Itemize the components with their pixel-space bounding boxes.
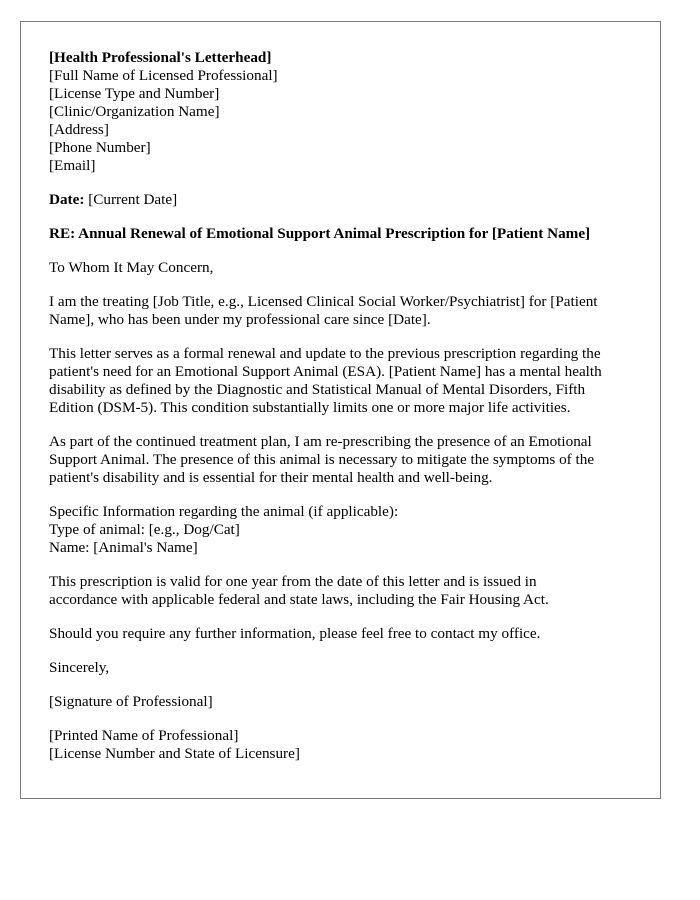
paragraph-line: Name], who has been under my professional care since [Date]. [49,311,431,328]
license-type: [License Type and Number] [49,85,220,102]
animal-information [49,503,632,557]
paragraph-validity [49,573,632,609]
license-state: [License Number and State of Licensure] [49,745,300,762]
subject-line: RE: Annual Renewal of Emotional Support Animal Prescription for [Patient Name] [49,225,591,242]
paragraph-line: Support Animal. The presence of this animal is necessary to mitigate the symptoms of the [49,451,595,468]
signoff-block [49,727,632,763]
paragraph-line: Should you require any further information, please feel free to contact my office. [49,625,541,642]
paragraph-line: This prescription is valid for one year from the date of this letter and is issued in [49,573,537,590]
phone-number: [Phone Number] [49,139,151,156]
paragraph-renewal [49,345,632,417]
paragraph-line: patient's disability and is essential for their mental health and well-being. [49,469,493,486]
paragraph-line: This letter serves as a formal renewal and update to the previous prescription regarding the [49,345,601,362]
paragraph-treatment-plan [49,433,632,487]
printed-name: [Printed Name of Professional] [49,727,239,744]
paragraph-contact [49,625,632,643]
paragraph-line: accordance with applicable federal and state laws, including the Fair Housing Act. [49,591,549,608]
address: [Address] [49,121,109,138]
animal-type: Type of animal: [e.g., Dog/Cat] [49,521,240,538]
clinic-name: [Clinic/Organization Name] [49,103,220,120]
letterhead-title: [Health Professional's Letterhead] [49,49,272,66]
professional-name: [Full Name of Licensed Professional] [49,67,278,84]
salutation: To Whom It May Concern, [49,259,214,276]
animal-name: Name: [Animal's Name] [49,539,198,556]
animal-info-heading: Specific Information regarding the animal (if applicable): [49,503,399,520]
closing: Sincerely, [49,659,110,676]
date-value: [Current Date] [84,191,178,208]
letterhead [49,49,632,175]
signature-placeholder: [Signature of Professional] [49,693,213,710]
email: [Email] [49,157,96,174]
paragraph-line: I am the treating [Job Title, e.g., Licensed Clinical Social Worker/Psychiatrist] for [Patient [49,293,598,310]
date-label: Date: [49,191,85,208]
paragraph-line: Edition (DSM-5). This condition substantially limits one or more major life activities. [49,399,571,416]
paragraph-line: As part of the continued treatment plan, I am re-prescribing the presence of an Emotional [49,433,592,450]
letter-page [20,21,661,799]
paragraph-line: disability as defined by the Diagnostic and Statistical Manual of Mental Disorders, Fifth [49,381,586,398]
paragraph-introduction [49,293,632,329]
date-line [49,191,632,209]
paragraph-line: patient's need for an Emotional Support Animal (ESA). [Patient Name] has a mental health [49,363,602,380]
